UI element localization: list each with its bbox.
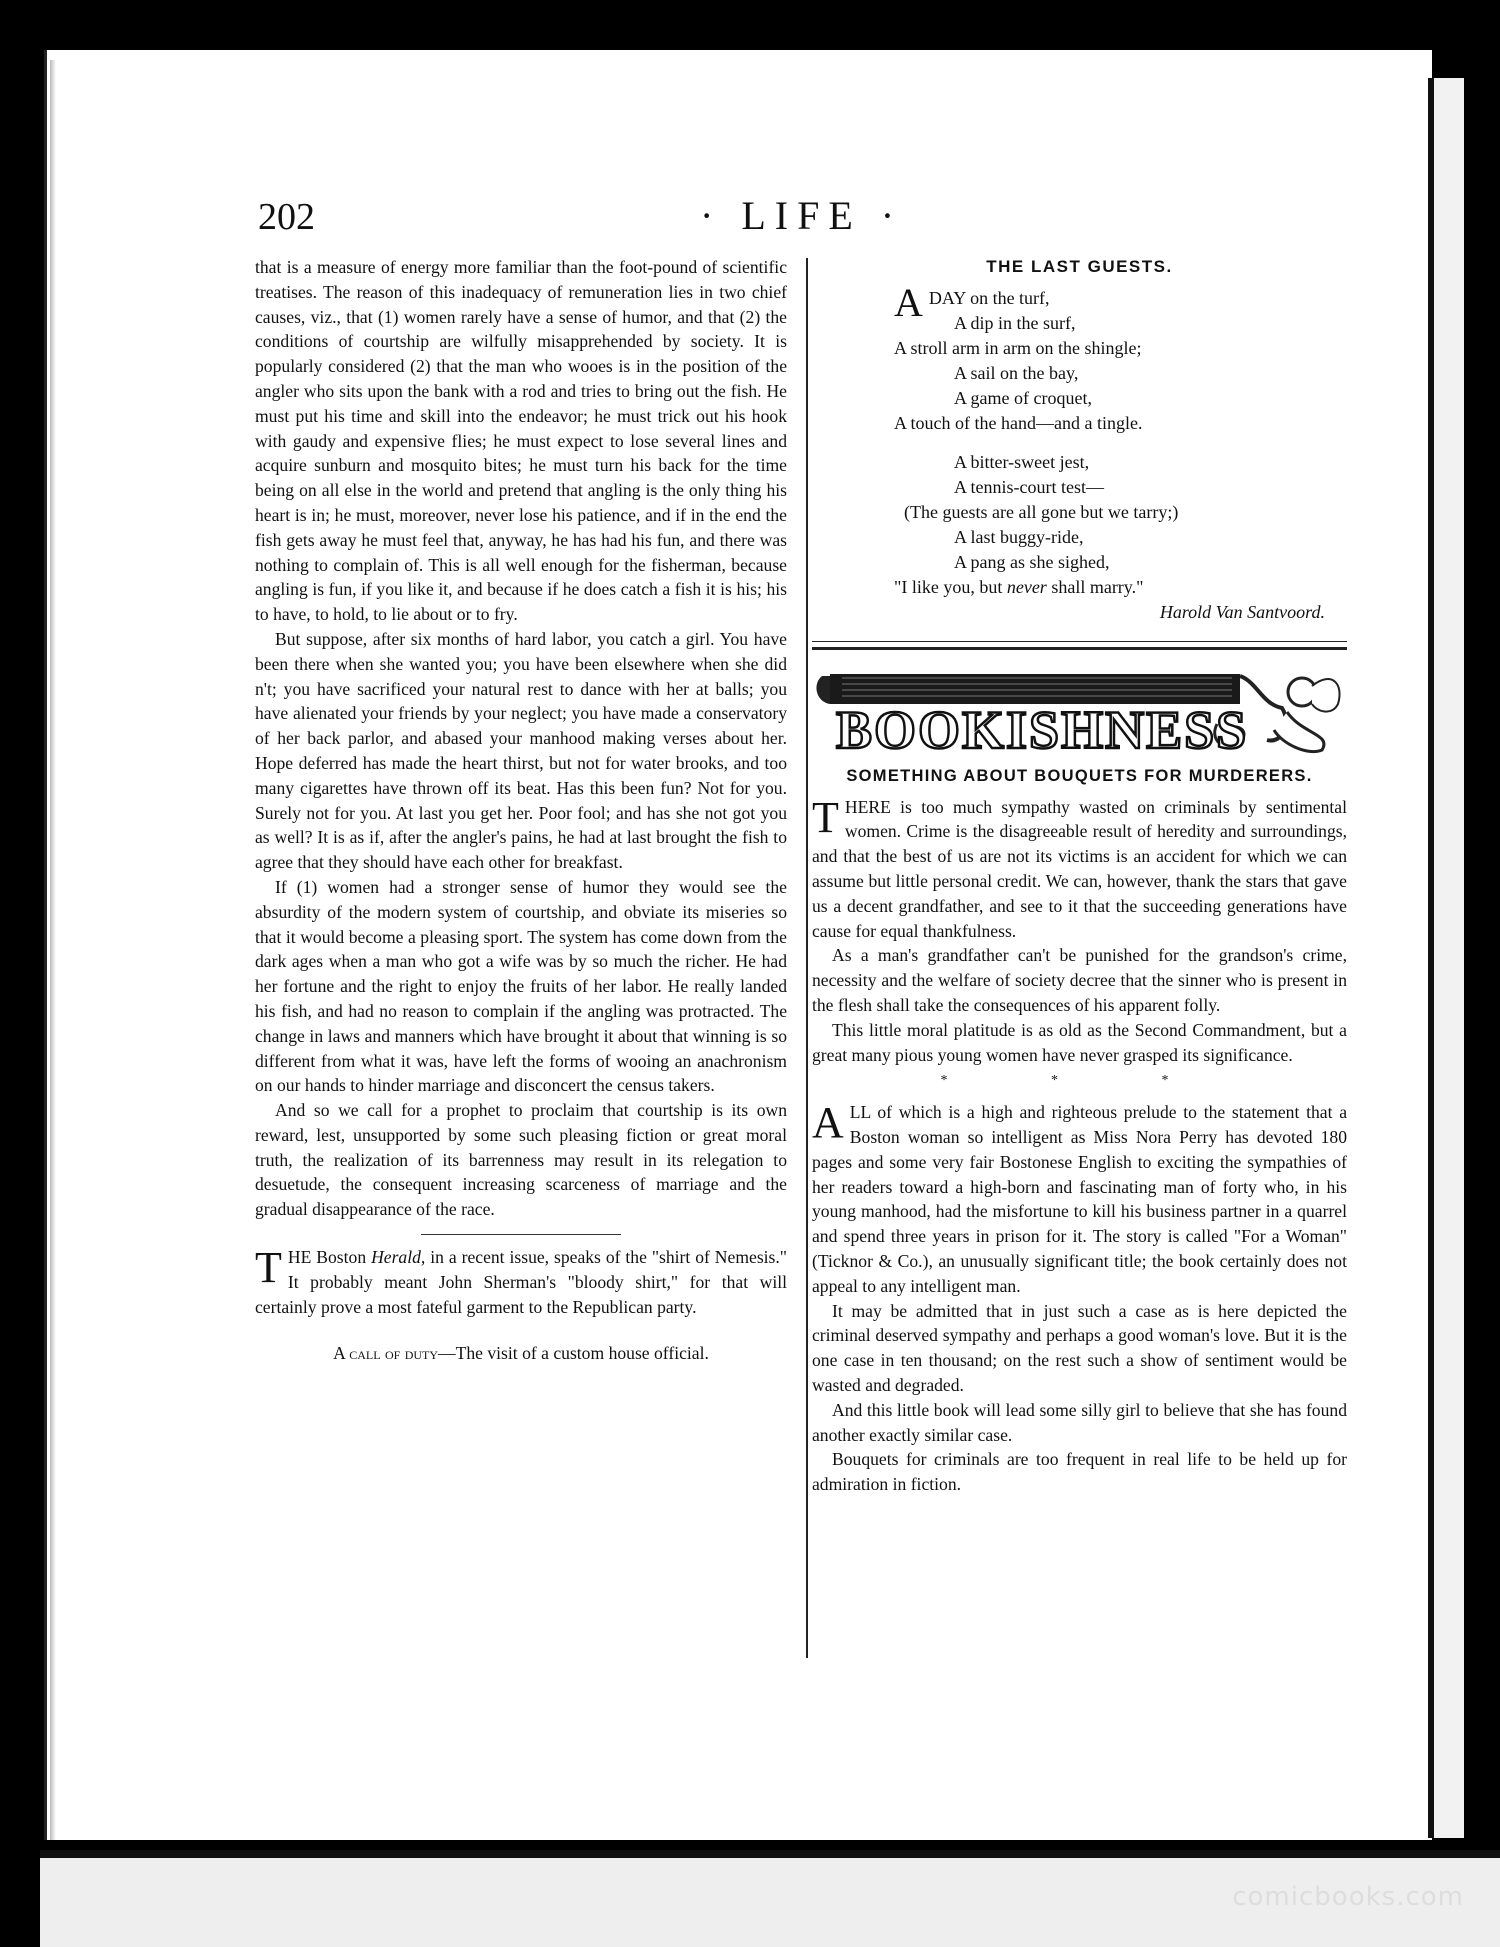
article-paragraph: ALL of which is a high and righteous prelude to the statement that a Boston woman so intelligent as Miss Nora Perry has devoted 180 pages and some very fair Bostonese English to exciting the sympathies of her readers toward a high-born and fascinating man of forty who, in his young manhood, had the misfortune to kill his business partner in a quarrel and spend three years in prison for it. The story is called "For a Woman" (Ticknor & Co.), an unusually significant title; the book certainly does not appeal to any intelligent man. [812,1098,1347,1296]
section-break-stars: * * * [940,1073,1219,1089]
divider [421,1234,621,1235]
poem-line: A game of croquet, [954,387,1092,408]
banner-title: BOOKISHNESS [836,699,1249,759]
essay-paragraph: And so we call for a prophet to proclaim that courtship is its own reward, lest, unsupported by some such pleasing fiction or great moral truth, the realization of its barrenness may result in its relegation to desuetude, the consequent increasing scarceness of marriage and the gradual disappearance of the race. [255,1100,787,1220]
page-number: 202 [258,196,315,238]
article-paragraph: THERE is too much sympathy wasted on criminals by sentimental women. Crime is the disagreeable result of heredity and surroundings, and that the best of us are not its victims is an accident for which we can assume but little personal credit. We can, however, thank the stars that gave us a decent grandfather, and see to it that the succeeding generations have cause for equal thankfulness. [812,792,1347,941]
poem-line: A touch of the hand—and a tingle. [894,412,1143,433]
drop-cap: T [812,792,839,842]
call-of-duty-note: A call of duty—The visit of a custom house official. [333,1343,709,1364]
article-paragraph: Bouquets for criminals are too frequent in real life to be held up for admiration in fiction. [812,1449,1347,1495]
bookishness-banner-art [812,664,1347,759]
poem-line: A stroll arm in arm on the shingle; [894,337,1142,358]
poem-title: THE LAST GUESTS. [986,257,1173,276]
poem-line: (The guests are all gone but we tarry;) [904,501,1179,522]
poem-line: A pang as she sighed, [954,551,1110,572]
double-divider [812,641,1347,650]
article-paragraph: This little moral platitude is as old as the Second Commandment, but a great many pious young women have never grasped its significance. [812,1019,1347,1065]
poem-line: A bitter-sweet jest, [954,451,1090,472]
watermark: comicbooks.com [1232,1882,1464,1912]
essay-paragraph: But suppose, after six months of hard labor, you catch a girl. You have been there when she wanted you; you have been elsewhere when she did n't; you have sacrificed your natural rest to dance with her at balls; you have alienated your friends by your neglect; you have made a conservatory of her back parlor, and abased your manhood making verses about her. Hope deferred has made the heart thirst, but not for water brooks, and too many cigarettes have thrown off its beat. Has this been fun? Not for you. Surely not for you. At last you get her. Poor fool; and has she not got you as well? It is as if, after the angler's pains, he had at last brought the fish to agree that they should have each other for breakfast. [255,628,787,873]
poem-line: ADAY on the turf, [894,279,1050,325]
section-title: SOMETHING ABOUT BOUQUETS FOR MURDERERS. [846,766,1313,785]
poem-author: Harold Van Santvoord. [1159,601,1325,622]
poem-line: A sail on the bay, [954,362,1079,383]
poem-line: A tennis-court test— [954,476,1104,497]
drop-cap: A [812,1098,844,1148]
poem [894,279,1347,600]
essay-paragraph: If (1) women had a stronger sense of humor they would see the absurdity of the modern system of courtship, and obviate its miseries so that it would become a pleasing sport. The system has come down from the dark ages when a man who got a wife was by so much the richer. He had her fortune and the right to enjoy the fruits of her labor. He really landed his fish, and had no reason to complain if the angling was protracted. The change in laws and manners which have brought it about that winning is so different from what it was, have left the forms of wooing an anachronism on our hands to hinder marriage and disconcert the census takers. [255,876,787,1096]
right-column [812,255,1347,1497]
essay-paragraph: that is a measure of energy more familiar than the foot-pound of scientific treatises. The reason of this inadequacy of remuneration lies in two chief causes, viz., that (1) women rarely have a sense of humor, and that (2) the conditions of courtship are wilfully misapprehended by society. It is popularly considered (2) that the man who wooes is in the position of the angler who sits upon the bank with a rod and tries to bring out the fish. He must put his time and skill into the endeavor; he must trick out his hook with gaudy and expensive flies; he must expect to lose several lines and acquire sunburn and mosquito bites; he must turn his back for the time being on all else in the world and pretend that angling is the only thing his heart is in; he must, moreover, never lose his patience, and if in the end the fish gets away he must feel that, anyway, he has had his fun, and there was nothing to complain of. This is all well enough for the fisherman, because angling is fun, if you like it, and because if he does catch a fish it is his; his to have, to hold, to lie about or to fry. [255,257,787,625]
article-paragraph: As a man's grandfather can't be punished for the grandson's crime, necessity and the welfare of society decree that the sinner who is present in the flesh shall take the consequences of his apparent folly. [812,945,1347,1015]
poem-line: A dip in the surf, [954,312,1076,333]
next-page-edge [1428,78,1464,1838]
masthead-life: · LIFE · [700,193,904,238]
bookishness-banner [812,664,1347,759]
drop-cap: A [894,279,923,325]
left-column [255,255,787,1366]
binding-shadow [50,60,56,1840]
article-paragraph: It may be admitted that in just such a case as is here depicted the criminal deserved sympathy and perhaps a good woman's love. But it is the one case in ten thousand; on the rest such a show of sentiment would be wasted and degraded. [812,1300,1347,1395]
column-rule [806,258,808,1658]
herald-paragraph: THE Boston Herald, in a recent issue, speaks of the "shirt of Nemesis." It probably meant John Sherman's "bloody shirt," for that will certainly prove a most fateful garment to the Republican party. [255,1243,787,1317]
drop-cap: T [255,1243,282,1293]
poem-line: "I like you, but never shall marry." [894,576,1144,597]
poem-line: A last buggy-ride, [954,526,1084,547]
article-paragraph: And this little book will lead some silly girl to believe that she has found another exactly similar case. [812,1399,1347,1445]
